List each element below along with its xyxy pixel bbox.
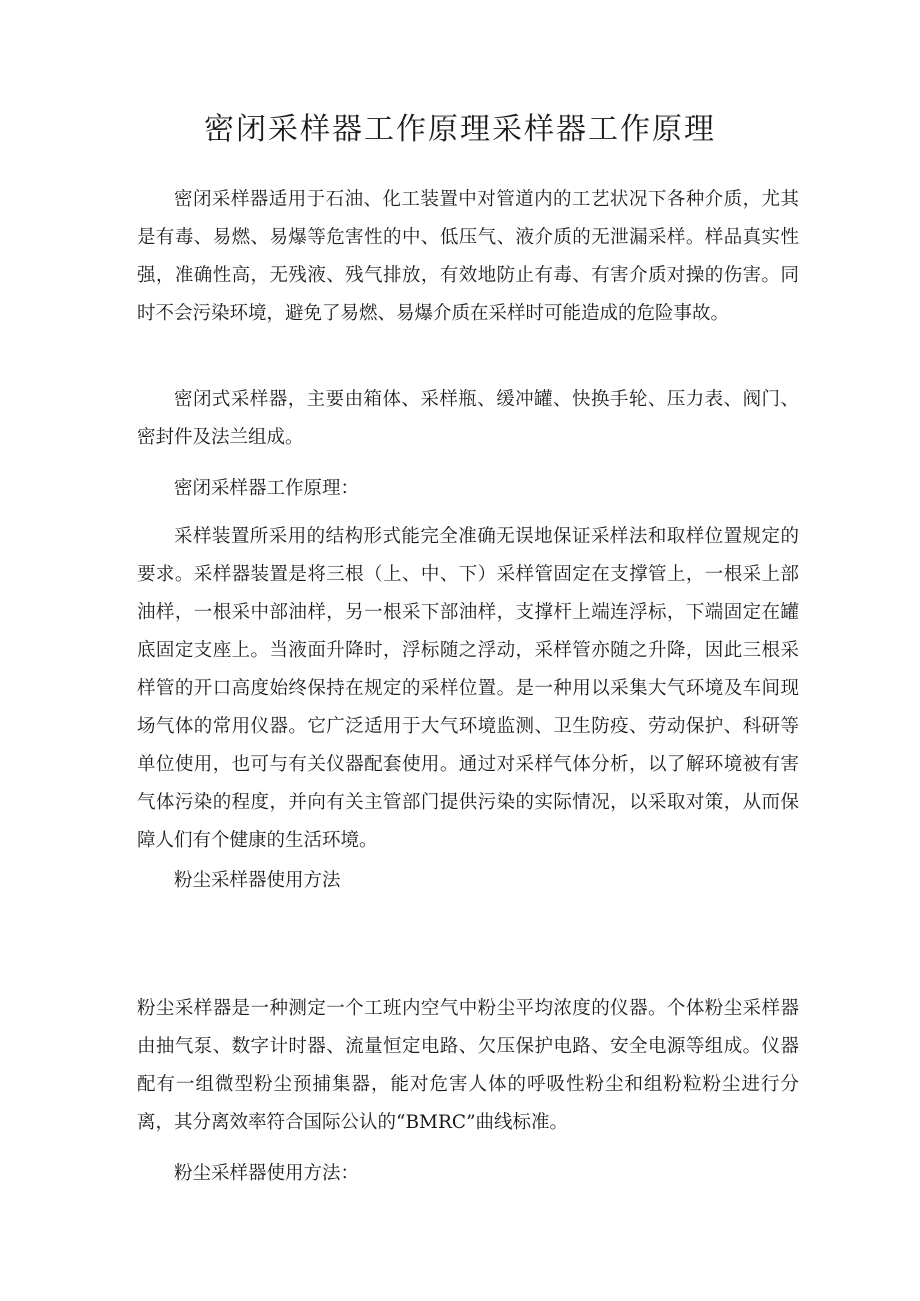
paragraph-components: 密闭式采样器，主要由箱体、采样瓶、缓冲罐、快换手轮、压力表、阀门、密封件及法兰组成。 [137, 389, 799, 448]
paragraph-working-principle: 采样装置所采用的结构形式能完全准确无误地保证采样法和取样位置规定的要求。采样器装置是将三根（上、中、下）采样管固定在支撑管上，一根采上部油样，一根采中部油样，另一根采下部油样，支撑杆上端连浮标，下端固定在罐底固定支座上。当液面升降时，浮标随之浮动，采样管亦随之升降，因此三根采样管的开口高度始终保持在规定的采样位置。是一种用以采集大气环境及车间现场气体的常用仪器。它广泛适用于大气环境监测、卫生防疫、劳动保护、科研等单位使用，也可与有关仪器配套使用。通过对采样气体分析，以了解环境被有害气体污染的程度，并向有关主管部门提供污染的实际情况，以采取对策，从而保障人们有个健康的生活环境。 [137, 526, 799, 851]
section-heading-working-principle: 密闭采样器工作原理： [174, 478, 360, 499]
paragraph-intro: 密闭采样器适用于石油、化工装置中对管道内的工艺状况下各种介质，尤其是有毒、易燃、易爆等危害性的中、低压气、液介质的无泄漏采样。样品真实性强，准确性高，无残液、残气排放，有效地防止有毒、有害介质对操的伤害。同时不会污染环境，避免了易燃、易爆介质在采样时可能造成的危险事故。 [137, 189, 799, 324]
section-heading-dust-sampler-usage-method: 粉尘采样器使用方法： [174, 1163, 360, 1184]
paragraph-dust-sampler: 粉尘采样器是一种测定一个工班内空气中粉尘平均浓度的仪器。个体粉尘采样器由抽气泵、数字计时器、流量恒定电路、欠压保护电路、安全电源等组成。仪器配有一组微型粉尘预捕集器，能对危害人体的呼吸性粉尘和组粉粒粉尘进行分离，其分离效率符合国际公认的“BMRC”曲线标准。 [137, 998, 799, 1133]
section-heading-dust-sampler-usage: 粉尘采样器使用方法 [174, 870, 341, 891]
document-title: 密闭采样器工作原理采样器工作原理 [204, 112, 716, 147]
